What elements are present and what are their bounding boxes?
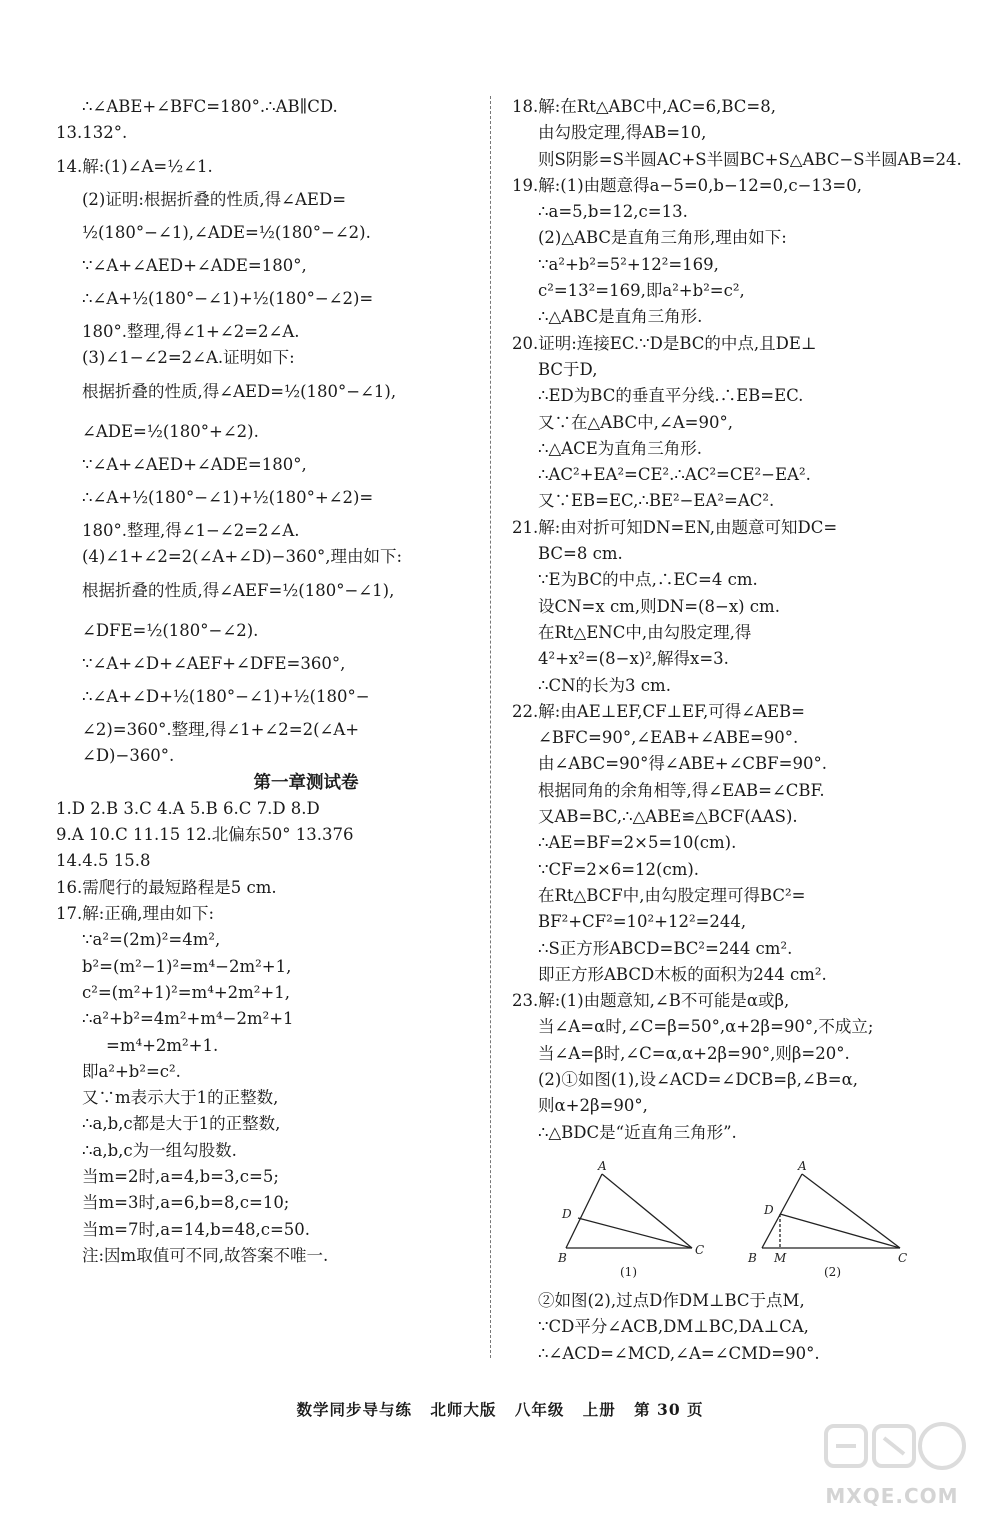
answer-line: 1.D 2.B 3.C 4.A 5.B 6.C 7.D 8.D <box>56 798 320 818</box>
footer-volume: 上册 <box>582 1400 616 1419</box>
text-line: 根据折叠的性质,得∠AEF=½(180°−∠1), <box>82 580 395 600</box>
text-line: ∠BFC=90°,∠EAB+∠ABE=90°. <box>538 728 799 748</box>
fig2-label-b: B <box>748 1251 757 1265</box>
text-line: 180°.整理,得∠1−∠2=2∠A. <box>82 521 300 541</box>
text-line: ∴∠A+½(180°−∠1)+½(180°−∠2)= <box>82 289 374 309</box>
text-line: ∴a²+b²=4m²+m⁴−2m²+1 <box>82 1009 294 1029</box>
text-line: ∠DFE=½(180°−∠2). <box>82 620 259 640</box>
fig1-segment-dc <box>578 1218 692 1248</box>
text-line: 当m=2时,a=4,b=3,c=5; <box>82 1167 279 1187</box>
text-line: (2)①如图(1),设∠ACD=∠DCB=β,∠B=α, <box>538 1069 858 1089</box>
text-line: 20.证明:连接EC.∵D是BC的中点,且DE⊥ <box>512 333 817 353</box>
text-line: 当∠A=α时,∠C=β=50°,α+2β=90°,不成立; <box>538 1017 874 1037</box>
fig2-label-m: M <box>774 1251 787 1265</box>
text-line: ∴△ABC是直角三角形. <box>538 307 703 327</box>
fig2-segment-dc <box>780 1214 900 1248</box>
text-line: ∴ED为BC的垂直平分线.∴EB=EC. <box>538 386 804 406</box>
footer-grade: 八年级 <box>514 1400 565 1419</box>
text-line: ∴∠ABE+∠BFC=180°.∴AB∥CD. <box>82 97 338 116</box>
figure-2 <box>762 1174 900 1248</box>
text-line: (2)证明:根据折叠的性质,得∠AED= <box>82 189 347 209</box>
text-line: ∴CN的长为3 cm. <box>538 675 671 695</box>
footer-edition: 北师大版 <box>430 1400 497 1419</box>
fig2-caption: (2) <box>824 1265 841 1279</box>
fig1-side-ac <box>602 1174 692 1248</box>
text-line: b²=(m²−1)²=m⁴−2m²+1, <box>82 956 292 976</box>
text-line: ∴AC²+EA²=CE².∴AC²=CE²−EA². <box>538 465 811 485</box>
text-line: BC于D, <box>538 359 598 379</box>
text-line: ∴AE=BF=2×5=10(cm). <box>538 833 737 853</box>
text-line: BC=8 cm. <box>538 544 623 564</box>
text-line: ∴a,b,c都是大于1的正整数, <box>82 1114 281 1134</box>
text-line: 13.132°. <box>56 123 128 143</box>
text-line: ∠D)−360°. <box>82 746 175 766</box>
figure-1 <box>566 1174 692 1248</box>
fig1-label-c: C <box>695 1243 705 1257</box>
text-line: ∵a²=(2m)²=4m², <box>82 930 221 950</box>
column-divider <box>490 96 491 1358</box>
text-line: 在Rt△ENC中,由勾股定理,得 <box>538 622 752 642</box>
text-line: c²=(m²+1)²=m⁴+2m²+1, <box>82 982 290 1002</box>
text-line: 17.解:正确,理由如下: <box>56 904 215 924</box>
text-line: =m⁴+2m²+1. <box>106 1035 219 1055</box>
text-line: 当m=7时,a=14,b=48,c=50. <box>82 1219 311 1239</box>
text-line: 根据折叠的性质,得∠AED=½(180°−∠1), <box>82 381 397 401</box>
fig1-caption: (1) <box>620 1265 637 1279</box>
page-footer <box>0 1398 1000 1420</box>
text-line: 根据同角的余角相等,得∠EAB=∠CBF. <box>538 780 825 800</box>
text-line: 18.解:在Rt△ABC中,AC=6,BC=8, <box>512 97 776 116</box>
text-line: ∴∠A+∠D+½(180°−∠1)+½(180°− <box>82 686 370 706</box>
text-line: 由∠ABC=90°得∠ABE+∠CBF=90°. <box>538 754 827 774</box>
text-line: BF²+CF²=10²+12²=244, <box>538 912 747 932</box>
text-line: 又∵在△ABC中,∠A=90°, <box>538 412 733 432</box>
text-line: ∵CF=2×6=12(cm). <box>538 859 700 879</box>
text-line: ∴△BDC是“近直角三角形”. <box>538 1122 737 1142</box>
watermark-text: MXQE.COM <box>825 1484 959 1508</box>
footer-page: 第 30 页 <box>634 1400 704 1419</box>
watermark <box>812 1418 972 1508</box>
text-line: ∵∠A+∠AED+∠ADE=180°, <box>82 255 307 275</box>
answer-line: 9.A 10.C 11.15 12.北偏东50° 13.376 <box>56 825 354 845</box>
text-line: ∵a²+b²=5²+12²=169, <box>538 254 719 274</box>
text-line: 当∠A=β时,∠C=α,α+2β=90°,则β=20°. <box>538 1043 850 1063</box>
fig1-label-b: B <box>558 1251 567 1265</box>
text-line: ②如图(2),过点D作DM⊥BC于点M, <box>538 1291 805 1310</box>
section-heading: 第一章测试卷 <box>253 772 359 793</box>
text-line: 注:因m取值可不同,故答案不唯一. <box>82 1245 329 1265</box>
fig2-label-a: A <box>798 1159 807 1173</box>
text-line: (3)∠1−∠2=2∠A.证明如下: <box>82 348 295 368</box>
text-line: 又∵EB=EC,∴BE²−EA²=AC². <box>538 491 775 511</box>
text-line: 又AB=BC,∴△ABE≌△BCF(AAS). <box>538 807 798 827</box>
text-line: 由勾股定理,得AB=10, <box>538 123 707 143</box>
text-line: 21.解:由对折可知DN=EN,由题意可知DC= <box>512 517 838 537</box>
text-line: 设CN=x cm,则DN=(8−x) cm. <box>538 596 780 616</box>
text-line: (2)△ABC是直角三角形,理由如下: <box>538 228 787 248</box>
text-line: ∴a=5,b=12,c=13. <box>538 202 688 222</box>
fig2-label-d: D <box>764 1203 774 1217</box>
text-line: ∠ADE=½(180°+∠2). <box>82 421 259 441</box>
text-line: 19.解:(1)由题意得a−5=0,b−12=0,c−13=0, <box>512 175 862 195</box>
fig2-label-c: C <box>898 1251 908 1265</box>
fig1-label-d: D <box>562 1207 572 1221</box>
fig2-side-ac <box>802 1174 900 1248</box>
left-column <box>56 94 476 1269</box>
text-line: ∴a,b,c为一组勾股数. <box>82 1140 237 1160</box>
text-line: 又∵m表示大于1的正整数, <box>82 1088 279 1108</box>
geometry-figures <box>552 1159 932 1280</box>
text-line: ∵∠A+∠D+∠AEF+∠DFE=360°, <box>82 653 346 673</box>
text-line: 即正方形ABCD木板的面积为244 cm². <box>538 964 827 984</box>
text-line: 23.解:(1)由题意知,∠B不可能是α或β, <box>512 991 790 1011</box>
text-line: 4²+x²=(8−x)²,解得x=3. <box>538 649 729 669</box>
text-line: 180°.整理,得∠1+∠2=2∠A. <box>82 322 300 342</box>
text-line: ½(180°−∠1),∠ADE=½(180°−∠2). <box>82 222 371 242</box>
text-line: 16.需爬行的最短路程是5 cm. <box>56 877 277 897</box>
text-line: ∴△ACE为直角三角形. <box>538 438 703 458</box>
fig1-label-a: A <box>598 1159 607 1173</box>
text-line: ∠2)=360°.整理,得∠1+∠2=2(∠A+ <box>82 719 360 739</box>
text-line: 当m=3时,a=6,b=8,c=10; <box>82 1193 290 1213</box>
text-line: ∵CD平分∠ACB,DM⊥BC,DA⊥CA, <box>538 1317 809 1337</box>
text-line: ∴S正方形ABCD=BC²=244 cm². <box>538 938 793 958</box>
text-line: 在Rt△BCF中,由勾股定理可得BC²= <box>538 885 806 905</box>
text-line: ∴∠A+½(180°−∠1)+½(180°+∠2)= <box>82 488 374 508</box>
text-line: (4)∠1+∠2=2(∠A+∠D)−360°,理由如下: <box>82 547 403 567</box>
text-line: 14.解:(1)∠A=½∠1. <box>56 156 213 176</box>
text-line: 则S阴影=S半圆AC+S半圆BC+S△ABC−S半圆AB=24. <box>538 149 962 169</box>
right-column <box>512 94 962 1146</box>
text-line: ∵∠A+∠AED+∠ADE=180°, <box>82 454 307 474</box>
text-line: ∴∠ACD=∠MCD,∠A=∠CMD=90°. <box>538 1343 820 1363</box>
footer-title: 数学同步导与练 <box>296 1400 412 1419</box>
text-line: 22.解:由AE⊥EF,CF⊥EF,可得∠AEB= <box>512 701 805 721</box>
text-line: 即a²+b²=c². <box>82 1061 181 1081</box>
watermark-logo-icon <box>812 1418 972 1484</box>
text-line: 则α+2β=90°, <box>538 1096 648 1116</box>
text-line: c²=13²=169,即a²+b²=c², <box>538 281 745 301</box>
answer-line: 14.4.5 15.8 <box>56 851 151 871</box>
right-column-after-figures <box>512 1288 952 1367</box>
text-line: ∵E为BC的中点,∴EC=4 cm. <box>538 570 758 590</box>
